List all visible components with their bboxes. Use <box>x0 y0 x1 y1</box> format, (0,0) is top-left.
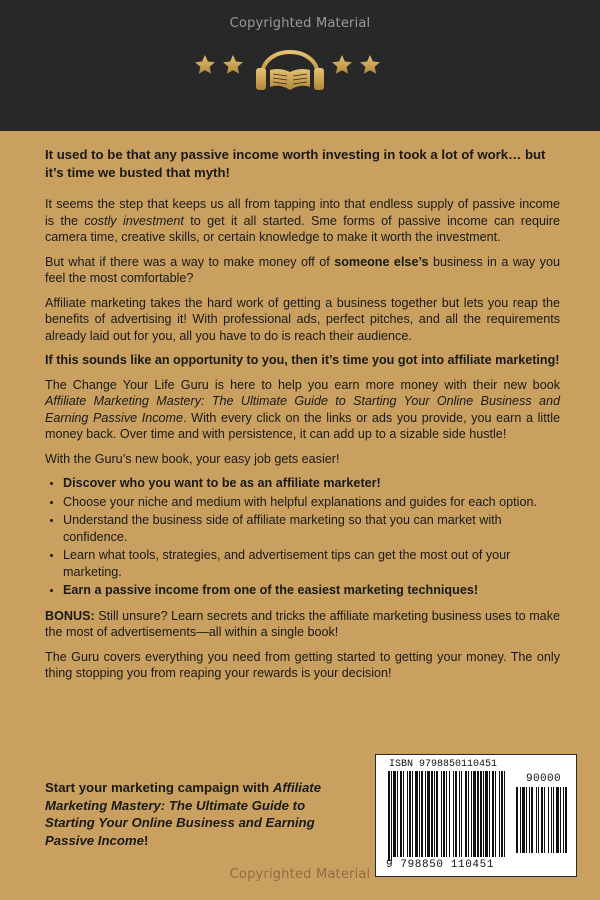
paragraph-7: The Guru covers everything you need from getting started to getting your money. The only thing stopping you from reaping your rewards is your decision! <box>45 649 560 680</box>
star-icon <box>360 55 380 74</box>
paragraph-4: If this sounds like an opportunity to you, then it’s time you got into affiliate marketing! <box>45 353 560 367</box>
star-icon <box>195 55 215 74</box>
paragraph-2: But what if there was a way to make money off of someone else’s business in a way you feel the most comfortable? <box>45 254 560 285</box>
back-cover-description <box>45 146 560 690</box>
feature-list <box>45 475 560 599</box>
bonus-paragraph: BONUS: Still unsure? Learn secrets and tricks the affiliate marketing business uses to make the most of advertisements—all within a single book! <box>45 608 560 639</box>
list-item: • Understand the business side of affiliate marketing so that you can market with confidence. <box>63 512 560 545</box>
list-item: • Learn what tools, strategies, and advertisement tips can get the most out of your marketing. <box>63 547 560 580</box>
isbn-barcode <box>375 754 577 877</box>
list-item: • Earn a passive income from one of the easiest marketing techniques! <box>63 582 560 599</box>
watermark-top: Copyrighted Material <box>229 16 371 31</box>
lead-paragraph: It used to be that any passive income worth investing in took a lot of work… but it’s time we busted that myth! <box>45 147 546 180</box>
paragraph-6: With the Guru’s new book, your easy job gets easier! <box>45 451 340 466</box>
star-icon <box>332 55 352 74</box>
list-item: • Discover who you want to be as an affiliate marketer! <box>63 475 560 492</box>
paragraph-3: Affiliate marketing takes the hard work of getting a business together but lets you reap the benefits of advertising it! With professional ads, perfect pitches, and all the requirements already laid out for you, all you have to do is reach their audience. <box>45 295 560 343</box>
paragraph-1: It seems the step that keeps us all from tapping into that endless supply of passive income is the costly investment to get it all started. Sme forms of passive income can require camera time, creative skills, or certain knowledge to make it worth the investment. <box>45 197 560 244</box>
watermark-bottom: Copyrighted Material <box>229 867 371 882</box>
call-to-action: Start your marketing campaign with Affiliate Marketing Mastery: The Ultimate Guide to Starting Your Online Business and Earning Passive Income! <box>45 780 322 848</box>
headphones-book-stars-icon <box>190 30 390 100</box>
price-code: 90000 <box>526 773 562 785</box>
isbn-digits: 9 798850 110451 <box>386 859 495 871</box>
star-icon <box>223 55 243 74</box>
isbn-label: ISBN 9798850110451 <box>389 759 498 770</box>
list-item: • Choose your niche and medium with helpful explanations and guides for each option. <box>63 494 560 511</box>
open-book-icon <box>270 69 310 90</box>
paragraph-5: The Change Your Life Guru is here to help you earn more money with their new book Affiliate Marketing Mastery: The Ultimate Guide to Starting Your Online Business and Earning Passive Income. With every click on the links or ads you provide, you earn a little money back. Over time and with persistence, it can add up to a sizable side hustle! <box>45 377 560 441</box>
